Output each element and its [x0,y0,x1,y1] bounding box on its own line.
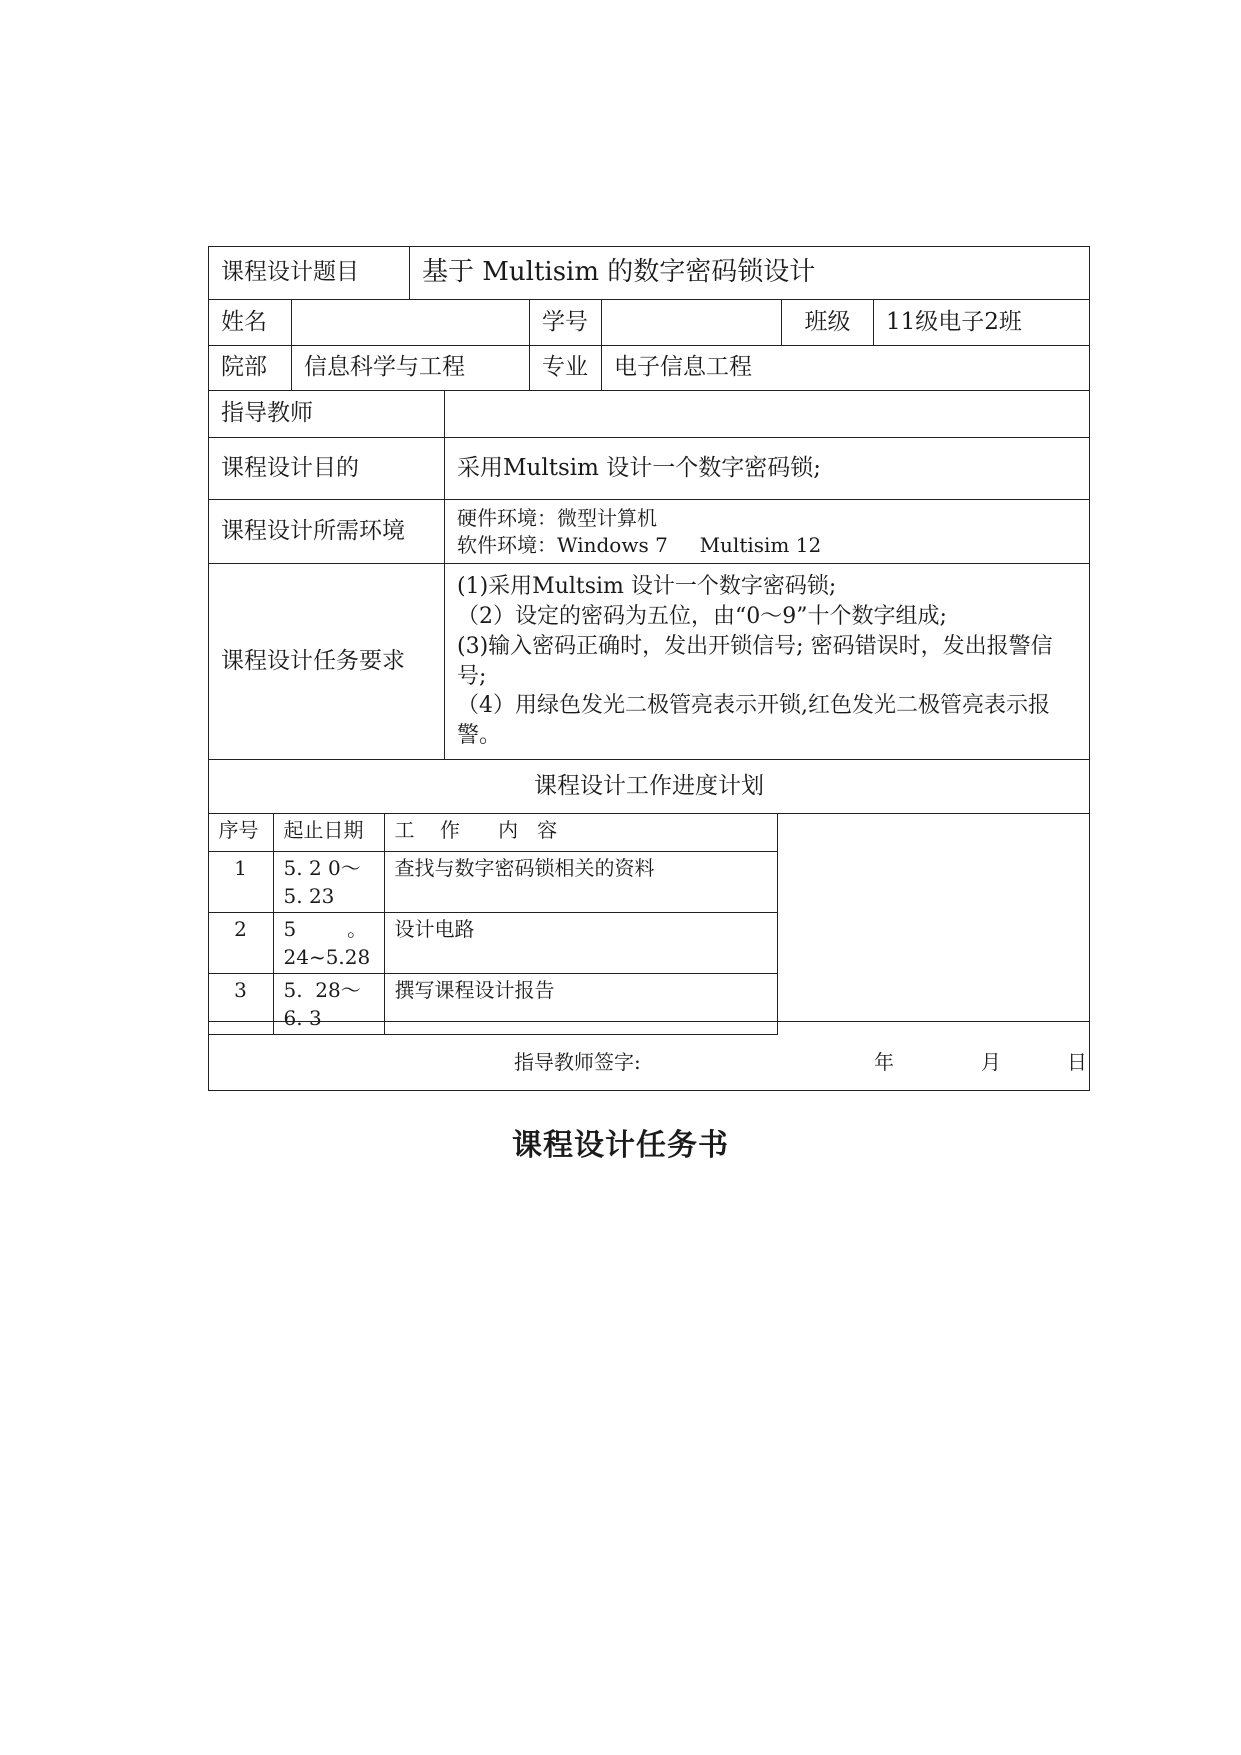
dept-value: 信息科学与工程 [291,346,529,390]
col-dates-header: 起止日期 [273,813,384,851]
name-label: 姓名 [221,308,267,335]
advisor-value [444,391,1089,437]
schedule-table [208,813,778,1035]
row-dates: 5. 2 0～ 5. 23 [273,851,384,912]
purpose-row [208,437,1090,499]
table-row [208,851,777,912]
document-title: 课程设计任务书 [512,1128,729,1163]
signature-month: 月 [981,1050,1001,1074]
advisor-label: 指导教师 [221,400,313,427]
env-row [208,499,1090,563]
class-value: 11级电子2班 [873,300,1089,345]
advisor-row [208,390,1090,437]
class-label: 班级 [781,300,873,345]
env-hardware: 硬件环境：微型计算机 [457,505,657,530]
row-no: 1 [208,851,273,912]
table-row [208,912,777,973]
col-no-header: 序号 [208,813,273,851]
row-content: 设计电路 [384,912,777,973]
requirements-row [208,563,1090,759]
schedule-table-wrap [209,814,779,1030]
row-content: 撰写课程设计报告 [384,973,777,1034]
signature-row [208,1021,1090,1091]
major-value: 电子信息工程 [601,346,1089,390]
env-software: 软件环境：Windows 7 Multisim 12 [457,532,822,557]
topic-row [208,246,1090,299]
id-value [601,300,781,345]
requirement-2: （2）设定的密码为五位，由“0～9”十个数字组成; [457,604,947,630]
student-row [208,299,1090,345]
major-label: 专业 [529,346,601,390]
row-content: 查找与数字密码锁相关的资料 [384,851,777,912]
row-dates: 5 。 24~5.28 [273,912,384,973]
row-no: 2 [208,912,273,973]
env-label: 课程设计所需环境 [221,517,405,544]
signature-label: 指导教师签字: [514,1050,641,1074]
schedule-row [208,813,1090,1030]
schedule-title-row [208,759,1090,813]
env-value [444,500,1089,563]
purpose-value: 采用Multsim 设计一个数字密码锁; [444,438,1089,499]
id-label: 学号 [529,300,601,345]
topic-label: 课程设计题目 [221,259,359,286]
requirements-label: 课程设计任务要求 [221,647,405,674]
task-form [208,246,1090,1091]
schedule-header-row [208,813,777,851]
purpose-label: 课程设计目的 [221,454,359,481]
schedule-title: 课程设计工作进度计划 [534,772,764,799]
dept-row [208,345,1090,390]
topic-value: 基于 Multisim 的数字密码锁设计 [409,247,1089,299]
row-no: 3 [208,973,273,1034]
schedule-blank-area [779,814,1089,1021]
signature-year: 年 [874,1050,894,1074]
col-content-header: 工 作 内 容 [384,813,777,851]
requirements-value [444,564,1089,759]
requirement-3: (3)输入密码正确时，发出开锁信号; 密码错误时，发出报警信号; [457,633,1053,689]
requirement-1: (1)采用Multsim 设计一个数字密码锁; [457,574,837,600]
dept-label: 院部 [221,354,267,381]
name-value [291,300,529,345]
row-dates: 5. 28～ 6. 3 [273,973,384,1034]
requirement-4: （4）用绿色发光二极管亮表示开锁,红色发光二极管亮表示报警。 [457,693,1050,748]
signature-day: 日 [1067,1050,1087,1074]
